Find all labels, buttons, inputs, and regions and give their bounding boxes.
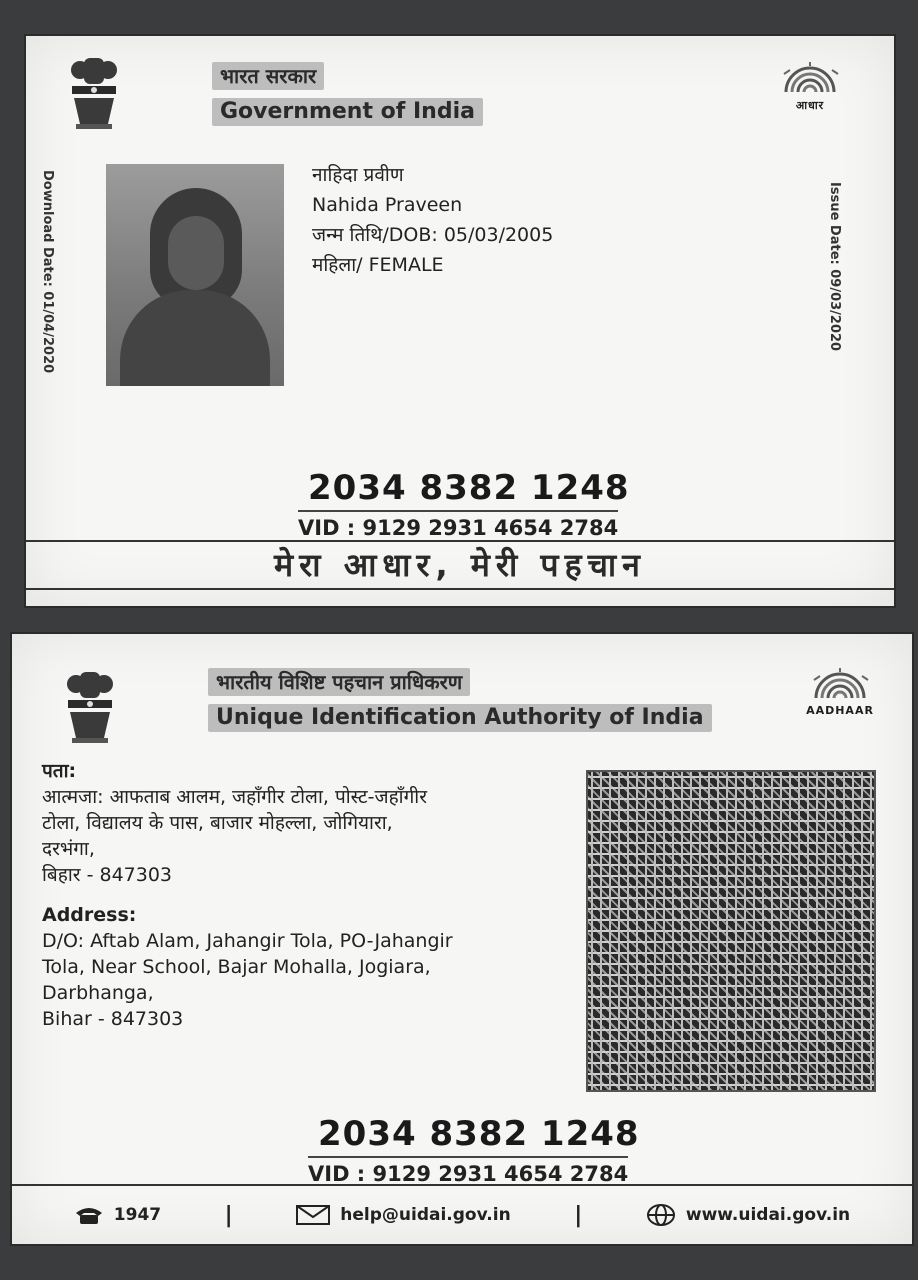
- aadhaar-logo: [792, 666, 888, 726]
- header-hindi: भारतीय विशिष्ट पहचान प्राधिकरण: [208, 668, 470, 696]
- national-emblem-icon: [66, 54, 122, 132]
- national-emblem-icon: [62, 668, 118, 746]
- header-english: Unique Identification Authority of India: [208, 704, 712, 732]
- gender: महिला/ FEMALE: [312, 254, 444, 276]
- footer-email[interactable]: [296, 1205, 510, 1225]
- address-english-line: D/O: Aftab Alam, Jahangir Tola, PO-Jahangir: [42, 930, 453, 952]
- footer-phone-number: 1947: [113, 1205, 162, 1225]
- email-icon: [296, 1205, 330, 1225]
- name-hindi: नाहिदा प्रवीण: [312, 164, 404, 186]
- header-english: Government of India: [212, 98, 483, 126]
- address-label-hindi: पता:: [42, 760, 77, 782]
- vid-number: VID : 9129 2931 4654 2784: [298, 510, 618, 540]
- footer-phone: [74, 1205, 161, 1225]
- address-english-line: Bihar - 847303: [42, 1008, 184, 1030]
- holder-details: [312, 160, 553, 280]
- address-hindi-line: आत्मजा: आफताब आलम, जहाँगीर टोला, पोस्ट-जहाँगीर: [42, 786, 427, 808]
- globe-icon: [646, 1204, 676, 1226]
- phone-icon: [74, 1205, 104, 1225]
- footer-separator: |: [574, 1202, 583, 1228]
- contact-footer: [12, 1184, 912, 1244]
- address-english-line: Tola, Near School, Bajar Mohalla, Jogiara,: [42, 956, 431, 978]
- address-hindi-line: बिहार - 847303: [42, 864, 173, 886]
- aadhaar-logo-caption: AADHAAR: [806, 704, 874, 717]
- download-date: Download Date: 01/04/2020: [40, 170, 55, 374]
- qr-code: [586, 770, 876, 1092]
- header-hindi: भारत सरकार: [212, 62, 324, 90]
- address-english: [42, 902, 453, 1032]
- address-hindi-line: टोला, विद्यालय के पास, बाजार मोहल्ला, जोगियारा,: [42, 812, 393, 834]
- aadhaar-fingerprint-icon: [780, 60, 840, 94]
- footer-email-address[interactable]: help@uidai.gov.in: [340, 1205, 511, 1225]
- aadhaar-logo: [762, 60, 858, 120]
- address-hindi-line: दरभंगा,: [42, 838, 95, 860]
- aadhaar-card-front: [24, 34, 896, 608]
- vid-number: VID : 9129 2931 4654 2784: [308, 1156, 628, 1186]
- aadhaar-number: 2034 8382 1248: [308, 468, 630, 508]
- address-label-english: Address:: [42, 904, 137, 926]
- holder-photo: [106, 164, 284, 386]
- aadhaar-logo-caption: आधार: [795, 99, 825, 112]
- date-of-birth: जन्म तिथि/DOB: 05/03/2005: [312, 224, 554, 246]
- address-english-line: Darbhanga,: [42, 982, 154, 1004]
- aadhaar-number: 2034 8382 1248: [318, 1114, 640, 1154]
- issue-date: Issue Date: 09/03/2020: [827, 182, 842, 352]
- footer-website-url[interactable]: www.uidai.gov.in: [685, 1205, 851, 1225]
- footer-separator: |: [224, 1202, 233, 1228]
- aadhaar-card-back: [10, 632, 914, 1246]
- address-hindi: [42, 758, 427, 888]
- footer-website[interactable]: [646, 1204, 850, 1226]
- tagline: मेरा आधार, मेरी पहचान: [26, 540, 894, 590]
- aadhaar-fingerprint-icon: [810, 666, 870, 700]
- name-english: Nahida Praveen: [312, 194, 463, 216]
